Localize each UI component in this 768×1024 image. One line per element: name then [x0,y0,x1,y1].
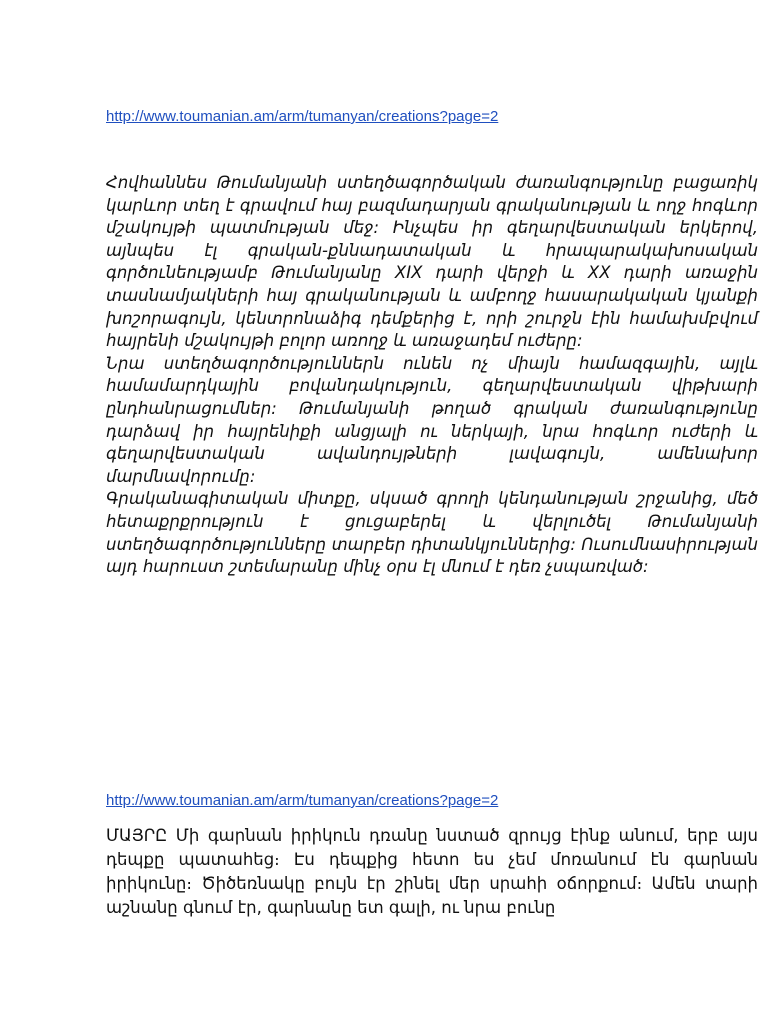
story-excerpt [106,824,758,920]
source-link-top[interactable]: http://www.toumanian.am/arm/tumanyan/creations?page=2 [106,108,499,125]
source-link-bottom[interactable]: http://www.toumanian.am/arm/tumanyan/creations?page=2 [106,792,499,809]
article-paragraph: Նրա ստեղծագործություններն ունեն ոչ միայն համազգային, այլև համամարդկային բովանդակություն, գեղարվեստական վիթխարի ընդհանրացումներ: Թումանյանի թողած գրական ժառանգությունը դարձավ իր հայրենիքի անցյալի ու ներկայի, նրա հոգևոր ուժերի և գեղարվեստական ավանդույթների լավագույն, ամենախոր մարմնավորումը: [106,353,758,486]
article-paragraph: Գրականագիտական միտքը, սկսած գրողի կենդանության շրջանից, մեծ հետաքրքրություն է ցուցաբերել և վերլուծել Թումանյանի ստեղծագործությունները տարբեր դիտանկյուններից: Ուսումնասիրության այդ հարուստ շտեմարանը մինչ օրս էլ մնում է դեռ չսպառված: [106,489,758,577]
article-body [106,172,758,579]
story-paragraph: ՄԱՅՐԸ Մի գարնան իրիկուն դռանը նստած զրույց էինք անում, երբ այս դեպքը պատահեց։ Էս դեպքից հետո ես չեմ մոռանում էն գարնան իրիկունը։ Ծիծեռնակը բույն էր շինել մեր սրահի օճորքում։ Ամեն տարի աշնանը գնում էր, գարնանը ետ գալի, ու նրա բունը [106,826,758,917]
article-paragraph: Հովհաննես Թումանյանի ստեղծագործական ժառանգությունը բացառիկ կարևոր տեղ է գրավում հայ բազմադարյան գրականության և ողջ հոգևոր մշակույթի պատմության մեջ: Ինչպես իր գեղարվեստական երկերով, այնպես էլ գրական-քննադատական և հրապարակախոսական գործունեությամբ Թումանյանը XIX դարի վերջի և XX դարի առաջին տասնամյակների հայ գրականության և ամբողջ հասարակական կյանքի խոշորագույն, կենտրոնաձիգ դեմքերից է, որի շուրջն էին համախմբվում հայրենի մշակույթի բոլոր առողջ և առաջադեմ ուժերը: [106,173,758,351]
